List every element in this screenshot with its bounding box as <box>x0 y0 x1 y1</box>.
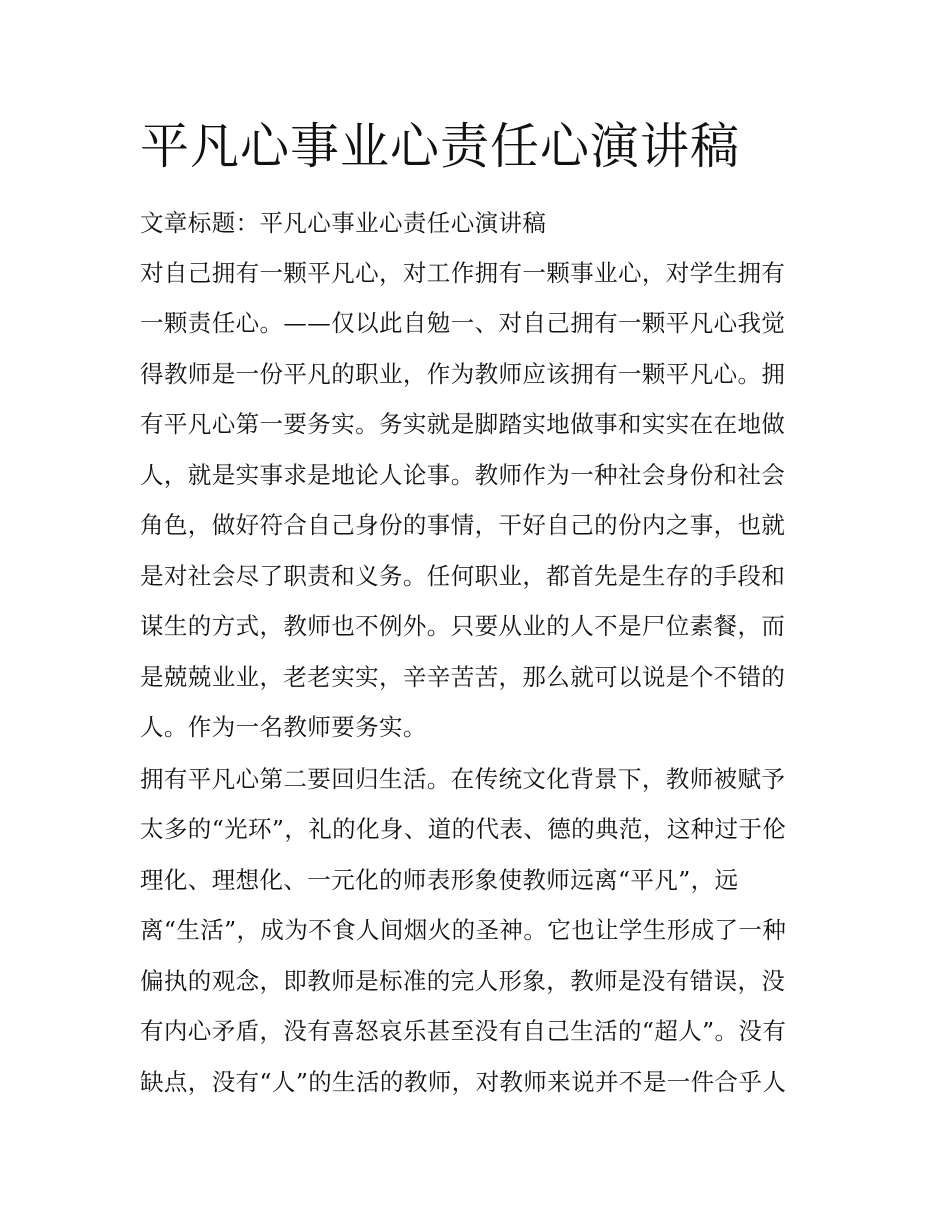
text-line: 是兢兢业业，老老实实，辛辛苦苦，那么就可以说是个不错的 <box>140 663 786 691</box>
text-line: 是对社会尽了职责和义务。任何职业，都首先是生存的手段和 <box>140 562 786 590</box>
text-line: 偏执的观念，即教师是标准的完人形象，教师是没有错误，没 <box>140 967 786 995</box>
text-line: 离“生活”，成为不食人间烟火的圣神。它也让学生形成了一种 <box>140 916 787 944</box>
text-line: 太多的“光环”，礼的化身、道的代表、德的典范，这种过于伦 <box>140 815 787 843</box>
document-title: 平凡心事业心责任心演讲稿 <box>140 118 741 175</box>
text-line: 理化、理想化、一元化的师表形象使教师远离“平凡”，远 <box>140 866 739 894</box>
text-line: 拥有平凡心第二要回归生活。在传统文化背景下，教师被赋予 <box>140 765 786 793</box>
text-line: 一颗责任心。——仅以此自勉一、对自己拥有一颗平凡心我觉 <box>140 309 786 337</box>
text-line: 缺点，没有“人”的生活的教师，对教师来说并不是一件合乎人 <box>140 1068 787 1096</box>
text-line: 谋生的方式，教师也不例外。只要从业的人不是尸位素餐，而 <box>140 612 786 640</box>
text-line: 有平凡心第一要务实。务实就是脚踏实地做事和实实在在地做 <box>140 410 786 438</box>
text-line: 对自己拥有一颗平凡心，对工作拥有一颗事业心，对学生拥有 <box>140 259 786 287</box>
article-title-line: 文章标题：平凡心事业心责任心演讲稿 <box>140 209 547 237</box>
text-line: 得教师是一份平凡的职业，作为教师应该拥有一颗平凡心。拥 <box>140 360 786 388</box>
text-line: 有内心矛盾，没有喜怒哀乐甚至没有自己生活的“超人”。没有 <box>140 1017 787 1045</box>
text-line: 人，就是实事求是地论人论事。教师作为一种社会身份和社会 <box>140 461 786 489</box>
text-line: 人。作为一名教师要务实。 <box>140 713 427 741</box>
text-line: 角色，做好符合自己身份的事情，干好自己的份内之事，也就 <box>140 511 786 539</box>
